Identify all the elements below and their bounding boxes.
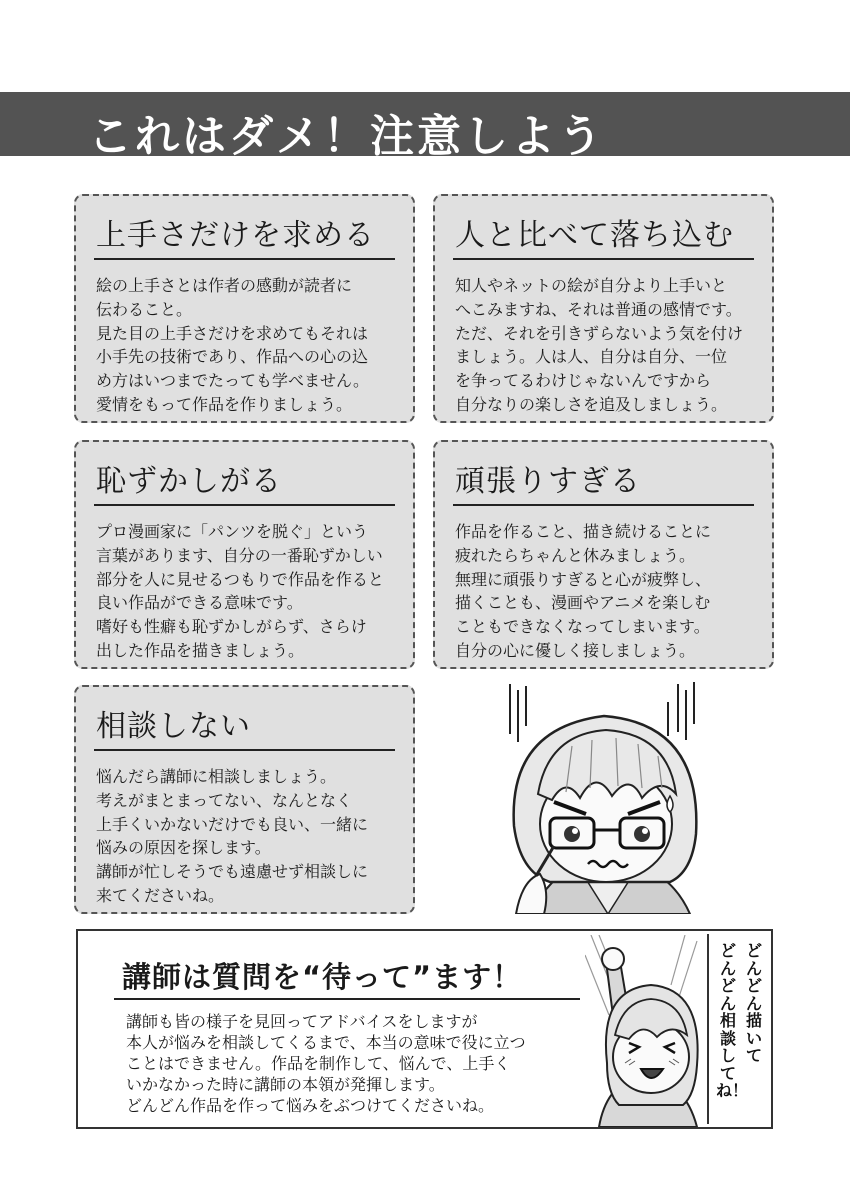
speech-line-2: どんどん相談してね！ — [716, 941, 749, 1100]
card-line: ましょう。人は人、自分は自分、一位 — [455, 347, 728, 367]
card-line: 無理に頑張りすぎると心が疲弊し、 — [455, 569, 712, 589]
card-line: 悩んだら講師に相談しましょう。 — [96, 767, 337, 786]
card-line: 作品を作ること、描き続けることに — [455, 522, 712, 541]
tip-card-overworking — [433, 440, 774, 669]
card-line: を争ってるわけじゃないんですから — [455, 371, 712, 391]
card-line: 良い作品ができる意味です。 — [96, 593, 303, 613]
card-body — [455, 520, 711, 663]
worried-girl-illustration — [492, 676, 722, 914]
card-line: 悩みの原因を探します。 — [96, 838, 271, 858]
card-line: 小手先の技術であり、作品への心の込 — [96, 347, 369, 367]
card-line: 部分を人に見せるつもりで作品を作ると — [96, 569, 384, 589]
card-divider — [453, 504, 754, 506]
card-line: 知人やネットの絵が自分より上手いと — [455, 276, 728, 295]
card-line: 講師が忙しそうでも遠慮せず相談しに — [96, 862, 369, 882]
card-divider — [94, 749, 395, 751]
card-title: 相談しない — [96, 709, 251, 744]
card-line: へこみますね、それは普通の感情です。 — [455, 299, 742, 319]
tip-card-comparing — [433, 194, 774, 423]
card-line: 疲れたらちゃんと休みましょう。 — [455, 545, 696, 565]
info-line: いかなかった時に講師の本領が発揮します。 — [126, 1075, 445, 1094]
card-line: 絵の上手さとは作者の感動が読者に — [96, 276, 353, 295]
info-title: 講師は質問を“待って”ます！ — [122, 960, 523, 994]
card-line: 上手くいかないだけでも良い、一緒に — [96, 814, 369, 834]
info-line: 講師も皆の様子を見回ってアドバイスをしますが — [126, 1012, 478, 1031]
card-body — [96, 765, 368, 908]
info-line: 本人が悩みを相談してくるまで、本当の意味で役に立つ — [126, 1033, 526, 1052]
card-line: 来てくださいね。 — [96, 885, 225, 905]
card-line: め方はいつまでたっても学べません。 — [96, 371, 369, 391]
card-title: 上手さだけを求める — [96, 218, 375, 253]
tip-card-embarrassed — [74, 440, 415, 669]
card-line: こともできなくなってしまいます。 — [455, 617, 710, 637]
card-body — [96, 274, 369, 417]
card-line: 伝わること。 — [96, 299, 193, 319]
info-line: ことはできません。作品を制作して、悩んで、上手く — [126, 1054, 511, 1073]
card-body — [455, 274, 743, 417]
card-line: 考えがまとまってない、なんとなく — [96, 790, 353, 810]
info-line: どんどん作品を作って悩みをぶつけてくださいね。 — [126, 1096, 495, 1115]
cheering-girl-illustration — [585, 935, 707, 1127]
card-line: 愛情をもって作品を作りましょう。 — [96, 394, 353, 414]
card-line: 嗜好も性癖も恥ずかしがらず、さらけ — [96, 617, 367, 637]
card-divider — [94, 258, 395, 260]
tip-card-not-consulting — [74, 685, 415, 914]
card-title: 恥ずかしがる — [96, 464, 282, 499]
card-divider — [94, 504, 395, 506]
speech-bubble — [707, 934, 771, 1124]
card-body — [96, 520, 384, 663]
card-line: プロ漫画家に「パンツを脱ぐ」という — [96, 522, 369, 541]
header-banner — [0, 92, 850, 162]
info-divider — [114, 998, 580, 1000]
tip-card-seeking-skill — [74, 194, 415, 423]
page-title: これはダメ！注意しよう — [88, 111, 605, 162]
card-line: 自分なりの楽しさを追及しましょう。 — [455, 394, 728, 414]
card-line: 描くことも、漫画やアニメを楽しむ — [455, 593, 711, 613]
card-line: 自分の心に優しく接しましょう。 — [455, 640, 696, 660]
info-body — [126, 1011, 526, 1116]
card-title: 人と比べて落ち込む — [455, 218, 734, 253]
card-line: 出した作品を描きましょう。 — [96, 640, 305, 660]
card-line: ただ、それを引きずらないよう気を付け — [455, 323, 744, 343]
card-divider — [453, 258, 754, 260]
card-title: 頑張りすぎる — [455, 464, 641, 499]
card-line: 言葉があります、自分の一番恥ずかしい — [96, 545, 383, 565]
card-line: 見た目の上手さだけを求めてもそれは — [96, 323, 369, 343]
speech-line-1: どんどん描いて — [745, 941, 762, 1065]
